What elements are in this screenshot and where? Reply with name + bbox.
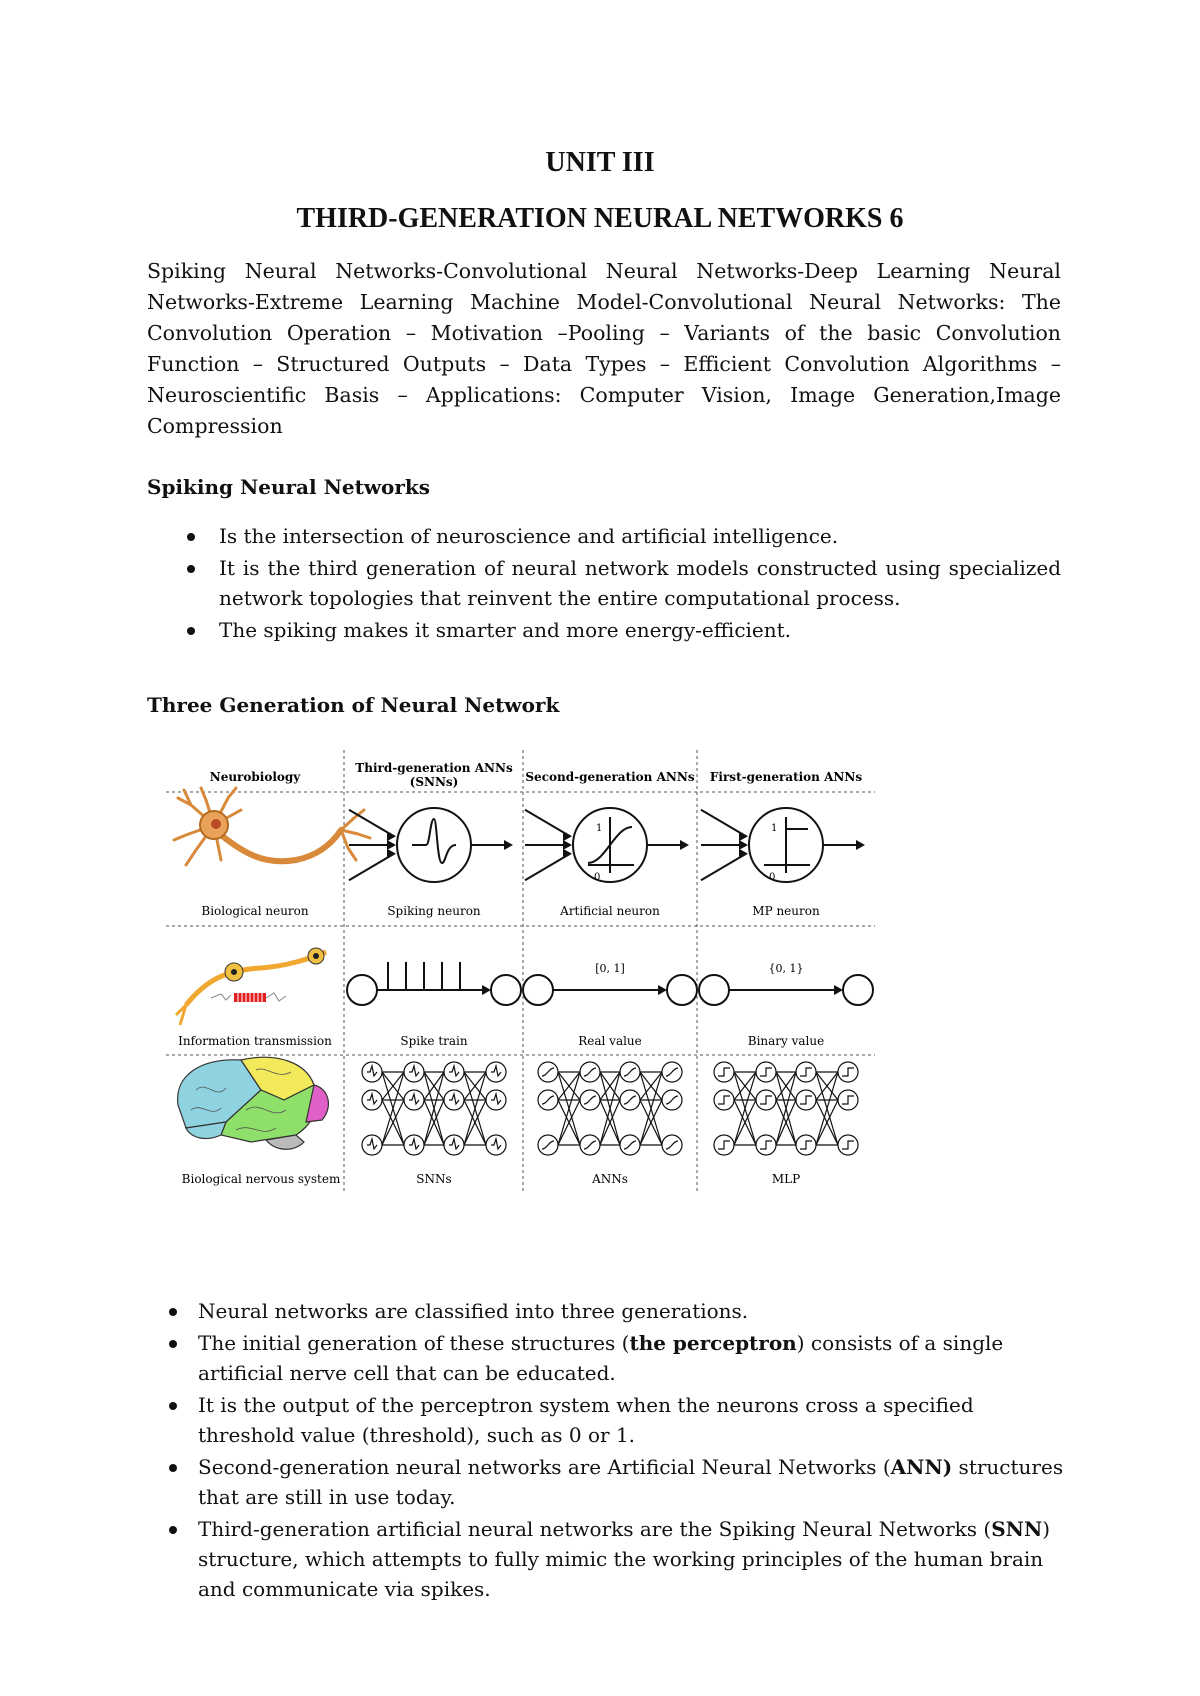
- unit-title: UNIT III: [545, 147, 655, 178]
- col-header-neurobiology: Neurobiology: [209, 770, 301, 784]
- node-circle: [843, 975, 873, 1005]
- arrowhead: [387, 831, 396, 841]
- label-information-transmission: Information transmission: [178, 1034, 332, 1048]
- bullet-text: It is the output of the perceptron system when the neurons cross a specified threshold value (threshold), such as 0 or 1.: [198, 1393, 974, 1447]
- label-snns: SNNs: [416, 1172, 452, 1186]
- arrowhead: [563, 831, 572, 841]
- three-generation-figure: [166, 750, 875, 1194]
- bullet-text: ) consists of a single artificial nerve cell that can be educated.: [198, 1331, 1004, 1385]
- label-biological-neuron: Biological neuron: [201, 904, 309, 918]
- node-circle: [347, 975, 377, 1005]
- arrowhead: [482, 985, 491, 995]
- syllabus-paragraph: Spiking Neural Networks-Convolutional Neural Networks-Deep Learning Neural Networks-Extreme Learning Machine Model-Convolutional Neural Networks: The Convolution Operation – Motivation –Pooling – Variants of the basic Convolution Function – Structured Outputs – Data Types – Efficient Convolution Algorithms – Neuroscientific Basis – Applications: Computer Vision, Image Generation,Image Compression: [147, 259, 1061, 438]
- arrowhead: [658, 985, 667, 995]
- label-artificial-neuron: Artificial neuron: [560, 904, 660, 918]
- label-biological-nervous-system: Biological nervous system: [181, 1172, 341, 1186]
- arrowhead: [387, 849, 396, 859]
- arrowhead: [834, 985, 843, 995]
- bullet-text: Neural networks are classified into three generations.: [198, 1299, 749, 1323]
- step-function-icon: [764, 829, 808, 865]
- arrowhead: [739, 840, 748, 850]
- node-circle: [699, 975, 729, 1005]
- arrowhead: [504, 840, 513, 850]
- label-spike-train: Spike train: [400, 1034, 468, 1048]
- bullet-text: The initial generation of these structures (: [198, 1331, 630, 1355]
- label-mlp: MLP: [771, 1172, 801, 1186]
- col-header-first-gen: First-generation ANNs: [709, 770, 863, 784]
- label-spiking-neuron: Spiking neuron: [387, 904, 481, 918]
- bullet-text: structures that are still in use today.: [198, 1455, 1064, 1509]
- label-anns: ANNs: [592, 1172, 628, 1186]
- binary-set-label: {0, 1}: [768, 962, 804, 975]
- bullet-text: Second-generation neural networks are Artificial Neural Networks (: [198, 1455, 891, 1479]
- arrowhead: [563, 849, 572, 859]
- heading-three-generation: Three Generation of Neural Network: [147, 693, 560, 717]
- bullet-bold: ANN): [890, 1455, 953, 1479]
- col-header-snns: (SNNs): [409, 775, 459, 789]
- artificial-axis-one: 1: [596, 823, 603, 834]
- list-item: Is the intersection of neuroscience and artificial intelligence.: [147, 521, 1061, 551]
- mp-axis-zero: 0: [769, 872, 776, 883]
- generations-bullet-list: [147, 1296, 1067, 1606]
- arrowhead: [856, 840, 865, 850]
- bullet-text: ) structure, which attempts to fully mimic the working principles of the human brain and communicate via spikes.: [198, 1517, 1051, 1601]
- information-transmission-illustration: [176, 948, 326, 1025]
- bullet-bold: the perceptron: [629, 1331, 797, 1355]
- label-mp-neuron: MP neuron: [752, 904, 820, 918]
- arrowhead: [563, 840, 572, 850]
- spiking-bullet-list: [147, 521, 1061, 647]
- col-header-second-gen: Second-generation ANNs: [525, 770, 695, 784]
- list-item: [147, 1390, 1067, 1450]
- node-circle: [491, 975, 521, 1005]
- arrowhead: [387, 840, 396, 850]
- heading-spiking-neural-networks: Spiking Neural Networks: [147, 475, 431, 499]
- chapter-title: THIRD-GENERATION NEURAL NETWORKS 6: [296, 203, 904, 234]
- arrowhead: [739, 831, 748, 841]
- spike-waveform-icon: [412, 819, 456, 863]
- list-item: It is the third generation of neural network models constructed using specialized network topologies that reinvent the entire computational process.: [147, 553, 1061, 613]
- label-real-value: Real value: [578, 1034, 642, 1048]
- list-item: [147, 1514, 1067, 1604]
- list-item: [147, 1296, 1067, 1326]
- list-item: The spiking makes it smarter and more energy-efficient.: [147, 615, 1061, 645]
- brain-illustration: [178, 1057, 329, 1149]
- biological-neuron-illustration: [174, 788, 370, 865]
- mp-axis-one: 1: [771, 823, 778, 834]
- list-item: [147, 1328, 1067, 1388]
- arrowhead: [680, 840, 689, 850]
- artificial-axis-zero: 0: [594, 872, 601, 883]
- node-circle: [523, 975, 553, 1005]
- list-item: [147, 1452, 1067, 1512]
- bullet-text: Third-generation artificial neural networks are the Spiking Neural Networks (: [198, 1517, 992, 1541]
- arrowhead: [739, 849, 748, 859]
- label-binary-value: Binary value: [747, 1034, 825, 1048]
- node-circle: [667, 975, 697, 1005]
- bullet-bold: SNN: [991, 1517, 1043, 1541]
- real-range-label: [0, 1]: [595, 962, 625, 975]
- col-header-third-gen: Third-generation ANNs: [355, 761, 513, 775]
